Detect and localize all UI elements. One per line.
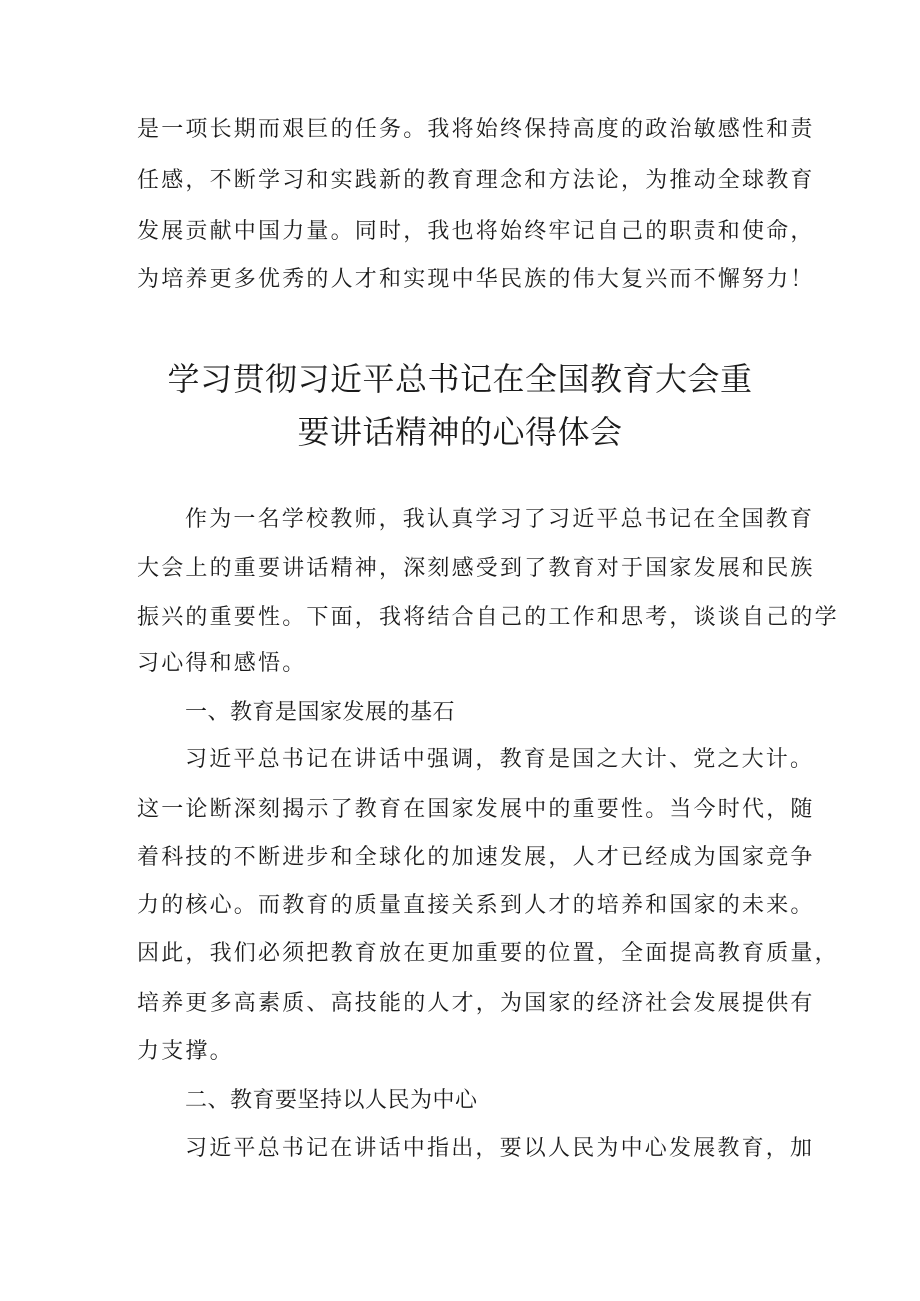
paragraph-line: 着科技的不断进步和全球化的加速发展，人才已经成为国家竞争: [137, 845, 815, 870]
paragraph-line: 习心得和感悟。: [137, 651, 307, 676]
paragraph-line: 这一论断深刻揭示了教育在国家发展中的重要性。当今时代，随: [137, 797, 815, 822]
paragraph-line: 习近平总书记在讲话中强调，教育是国之大计、党之大计。: [185, 747, 815, 772]
paragraph-line: 是一项长期而艰巨的任务。我将始终保持高度的政治敏感性和责: [137, 117, 815, 142]
document-title-line: 学习贯彻习近平总书记在全国教育大会重: [167, 360, 753, 398]
paragraph-line: 力的核心。而教育的质量直接关系到人才的培养和国家的未来。: [137, 893, 815, 918]
paragraph-line: 大会上的重要讲话精神，深刻感受到了教育对于国家发展和民族: [137, 556, 815, 581]
section-heading: 一、教育是国家发展的基石: [185, 700, 456, 725]
paragraph-line: 作为一名学校教师，我认真学习了习近平总书记在全国教育: [185, 507, 815, 532]
paragraph-line: 习近平总书记在讲话中指出，要以人民为中心发展教育，加: [185, 1136, 815, 1161]
paragraph-line: 任感，不断学习和实践新的教育理念和方法论，为推动全球教育: [137, 168, 815, 193]
paragraph-line: 振兴的重要性。下面，我将结合自己的工作和思考，谈谈自己的学: [137, 605, 839, 630]
paragraph-line: 因此，我们必须把教育放在更加重要的位置，全面提高教育质量，: [137, 941, 839, 966]
document-title-line: 要讲话精神的心得体会: [297, 413, 623, 451]
paragraph-line: 发展贡献中国力量。同时，我也将始终牢记自己的职责和使命，: [137, 219, 815, 244]
paragraph-line: 为培养更多优秀的人才和实现中华民族的伟大复兴而不懈努力！: [137, 267, 815, 292]
section-heading: 二、教育要坚持以人民为中心: [185, 1088, 478, 1113]
paragraph-line: 培养更多高素质、高技能的人才，为国家的经济社会发展提供有: [137, 991, 815, 1016]
paragraph-line: 力支撑。: [137, 1039, 234, 1064]
